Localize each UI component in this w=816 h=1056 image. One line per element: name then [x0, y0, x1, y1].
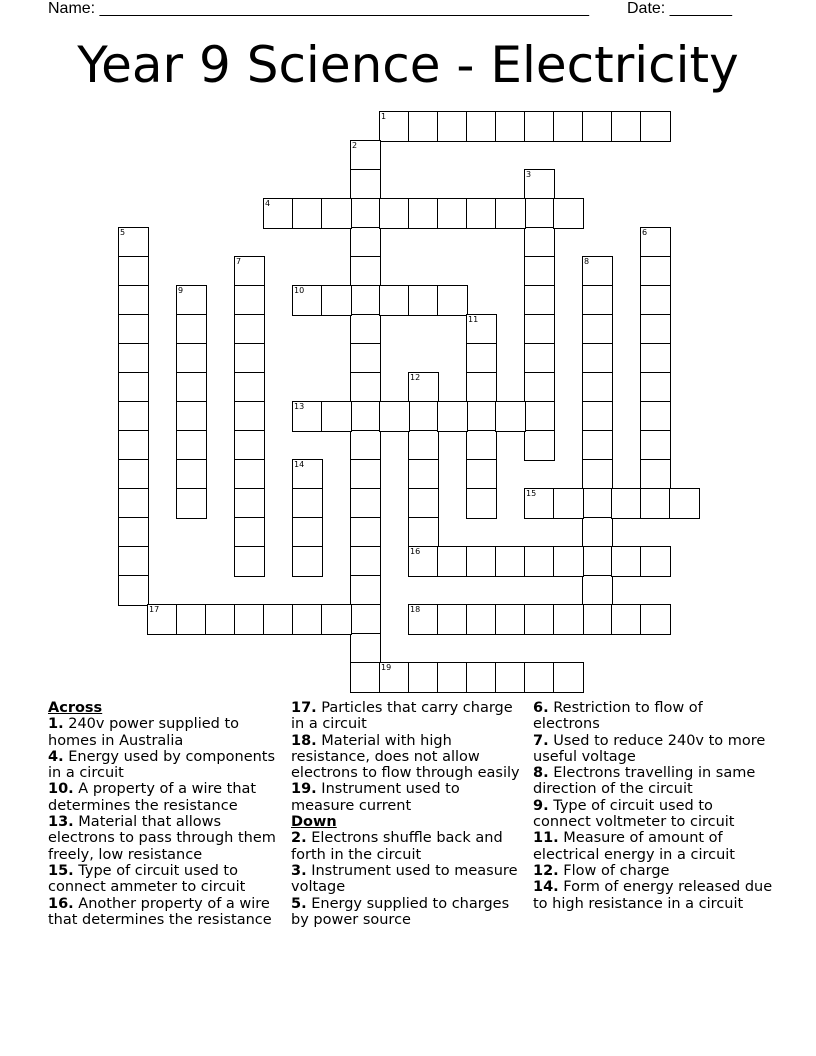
crossword-cell[interactable]: [640, 111, 671, 142]
crossword-cell[interactable]: [350, 575, 381, 606]
clue-text: Restriction to flow of electrons: [533, 700, 703, 733]
crossword-cell[interactable]: [234, 517, 265, 548]
clue-item: [533, 879, 773, 912]
clue-text: Electrons travelling in same direction of the circuit: [533, 765, 756, 798]
clue-number: 10.: [48, 781, 74, 798]
crossword-cell[interactable]: [350, 227, 381, 258]
crossword-cell[interactable]: [350, 662, 381, 693]
clue-text: Measure of amount of electrical energy in a circuit: [533, 830, 735, 863]
crossword-cell[interactable]: [466, 546, 497, 577]
crossword-cell[interactable]: [582, 430, 613, 461]
crossword-cell[interactable]: [292, 517, 323, 548]
clue-number-label: 7: [236, 257, 242, 266]
crossword-cell[interactable]: [611, 604, 642, 635]
clue-text: 240v power supplied to homes in Australia: [48, 716, 240, 749]
clue-number-label: 11: [468, 315, 479, 324]
crossword-cell[interactable]: [350, 169, 381, 200]
crossword-cell[interactable]: [466, 488, 497, 519]
crossword-cell[interactable]: [466, 111, 497, 142]
clue-number: 12.: [533, 862, 559, 879]
crossword-cell[interactable]: [553, 604, 584, 635]
crossword-cell[interactable]: [176, 343, 207, 374]
across-clue-list-continued: [291, 700, 525, 814]
crossword-cell[interactable]: [118, 575, 149, 606]
crossword-cell[interactable]: [524, 604, 555, 635]
down-heading: Down: [291, 814, 337, 831]
clue-item: [291, 896, 525, 929]
crossword-cell[interactable]: [495, 662, 526, 693]
crossword-cell[interactable]: [553, 111, 584, 142]
crossword-cell[interactable]: [582, 546, 613, 577]
clue-number-label: 6: [642, 228, 648, 237]
clue-item: [48, 896, 284, 929]
crossword-cell[interactable]: [234, 430, 265, 461]
clue-item: [291, 781, 525, 814]
clue-number: 7.: [533, 732, 549, 749]
crossword-cell[interactable]: [553, 488, 584, 519]
crossword-cell[interactable]: [118, 343, 149, 374]
clues-column-1: [48, 700, 284, 928]
crossword-cell[interactable]: [524, 285, 555, 316]
clue-number: 19.: [291, 781, 317, 798]
clue-number-label: 2: [352, 141, 358, 150]
crossword-cell[interactable]: [437, 546, 468, 577]
clue-number-label: 16: [410, 547, 421, 556]
crossword-cell[interactable]: [582, 575, 613, 606]
crossword-cell[interactable]: [234, 285, 265, 316]
clue-text: Instrument used to measure current: [291, 781, 460, 814]
clue-number: 11.: [533, 830, 559, 847]
crossword-cell[interactable]: [408, 401, 439, 432]
crossword-cell[interactable]: [582, 517, 613, 548]
clue-item: [48, 781, 284, 814]
clue-text: A property of a wire that determines the resistance: [48, 781, 257, 814]
crossword-cell[interactable]: [524, 343, 555, 374]
across-heading: Across: [48, 700, 103, 716]
clue-number-label: 15: [526, 489, 537, 498]
clue-number-label: 17: [149, 605, 160, 614]
crossword-cell[interactable]: [524, 227, 555, 258]
crossword-cell[interactable]: [379, 401, 410, 432]
clue-item: [533, 765, 773, 798]
crossword-cell[interactable]: [292, 604, 323, 635]
crossword-cell[interactable]: [176, 372, 207, 403]
crossword-cell[interactable]: [640, 285, 671, 316]
crossword-cell[interactable]: [640, 401, 671, 432]
clue-text: Energy used by components in a circuit: [48, 748, 276, 782]
name-field[interactable]: Name: _______________________________________________________: [48, 0, 589, 17]
crossword-cell[interactable]: [234, 459, 265, 490]
crossword-cell[interactable]: [118, 285, 149, 316]
clue-number-label: 12: [410, 373, 421, 382]
across-clue-list: [48, 716, 284, 928]
crossword-cell[interactable]: [234, 488, 265, 519]
crossword-cell[interactable]: [553, 546, 584, 577]
clue-number: 8.: [533, 765, 549, 782]
clue-text: Type of circuit used to connect ammeter to circuit: [48, 862, 246, 896]
clues-column-3: [533, 700, 773, 912]
crossword-cell[interactable]: [408, 459, 439, 490]
crossword-cell[interactable]: [408, 662, 439, 693]
clue-text: Flow of charge: [558, 862, 670, 879]
crossword-cell[interactable]: [118, 517, 149, 548]
crossword-cell[interactable]: [524, 546, 555, 577]
clue-number: 2.: [291, 830, 307, 847]
crossword-cell[interactable]: [350, 343, 381, 374]
crossword-cell[interactable]: [118, 314, 149, 345]
crossword-cell[interactable]: [495, 198, 526, 229]
crossword-cell[interactable]: [524, 372, 555, 403]
clue-text: Instrument used to measure voltage: [291, 862, 518, 896]
down-clue-list-continued: [533, 700, 773, 912]
crossword-cell[interactable]: [640, 546, 671, 577]
clue-number-label: 4: [265, 199, 271, 208]
clue-number-label: 8: [584, 257, 590, 266]
crossword-cell[interactable]: [350, 198, 381, 229]
crossword-cell[interactable]: [321, 401, 352, 432]
crossword-cell[interactable]: [466, 604, 497, 635]
crossword-cell[interactable]: [176, 604, 207, 635]
clue-number-label: 14: [294, 460, 305, 469]
crossword-cell[interactable]: [350, 633, 381, 664]
crossword-cell[interactable]: [408, 285, 439, 316]
crossword-cell[interactable]: [669, 488, 700, 519]
crossword-cell[interactable]: [350, 430, 381, 461]
crossword-cell[interactable]: [495, 546, 526, 577]
crossword-cell[interactable]: [350, 488, 381, 519]
page-title: Year 9 Science - Electricity: [77, 36, 739, 94]
crossword-cell[interactable]: [466, 459, 497, 490]
crossword-cell[interactable]: [495, 604, 526, 635]
clue-number-label: 3: [526, 170, 532, 179]
crossword-cell[interactable]: [292, 198, 323, 229]
clue-text: Another property of a wire that determines the resistance: [48, 895, 272, 928]
crossword-cell[interactable]: [582, 111, 613, 142]
clue-item: [48, 863, 284, 896]
crossword-cell[interactable]: [582, 343, 613, 374]
clue-item: [291, 830, 525, 863]
crossword-cell[interactable]: [350, 604, 381, 635]
crossword-cell[interactable]: [118, 488, 149, 519]
crossword-cell[interactable]: [234, 546, 265, 577]
clue-item: [533, 830, 773, 863]
crossword-cell[interactable]: [524, 314, 555, 345]
crossword-cell[interactable]: [437, 111, 468, 142]
clue-item: [291, 863, 525, 896]
clue-item: [533, 863, 773, 879]
crossword-cell[interactable]: [350, 372, 381, 403]
crossword-cell[interactable]: [321, 285, 352, 316]
clue-item: [48, 814, 284, 863]
clues-column-2: [291, 700, 525, 928]
crossword-cell[interactable]: [640, 488, 671, 519]
crossword-cell[interactable]: [524, 430, 555, 461]
crossword-cell[interactable]: [524, 401, 555, 432]
crossword-cell[interactable]: [176, 401, 207, 432]
crossword-cell[interactable]: [466, 430, 497, 461]
clue-number: 3.: [291, 862, 307, 879]
crossword-cell[interactable]: [611, 111, 642, 142]
clue-item: [48, 716, 284, 749]
crossword-cell[interactable]: [437, 662, 468, 693]
crossword-cell[interactable]: [582, 459, 613, 490]
crossword-cell[interactable]: [234, 604, 265, 635]
crossword-cell[interactable]: [118, 430, 149, 461]
date-field[interactable]: Date: _______: [627, 0, 732, 17]
crossword-cell[interactable]: [118, 256, 149, 287]
crossword-cell[interactable]: [437, 401, 468, 432]
crossword-cell[interactable]: [582, 285, 613, 316]
clue-number-label: 1: [381, 112, 387, 121]
clue-number: 17.: [291, 700, 317, 716]
crossword-cell[interactable]: [350, 314, 381, 345]
clue-text: Form of energy released due to high resistance in a circuit: [533, 879, 773, 912]
crossword-cell[interactable]: [321, 198, 352, 229]
crossword-cell[interactable]: [234, 343, 265, 374]
clue-number: 6.: [533, 700, 549, 716]
crossword-cell[interactable]: [350, 517, 381, 548]
crossword-cell[interactable]: [292, 488, 323, 519]
crossword-cell[interactable]: [553, 198, 584, 229]
crossword-cell[interactable]: [350, 285, 381, 316]
clue-number: 4.: [48, 748, 64, 765]
clue-number-label: 18: [410, 605, 421, 614]
crossword-cell[interactable]: [611, 546, 642, 577]
crossword-cell[interactable]: [524, 198, 555, 229]
crossword-cell[interactable]: [379, 198, 410, 229]
crossword-cell[interactable]: [408, 198, 439, 229]
clue-text: Particles that carry charge in a circuit: [291, 700, 513, 733]
clue-item: [533, 733, 773, 766]
crossword-cell[interactable]: [379, 285, 410, 316]
crossword-cell[interactable]: [292, 546, 323, 577]
crossword-cell[interactable]: [118, 546, 149, 577]
crossword-cell[interactable]: [350, 256, 381, 287]
crossword-cell[interactable]: [640, 604, 671, 635]
clue-item: [48, 749, 284, 782]
clue-number-label: 10: [294, 286, 305, 295]
clue-number-label: 5: [120, 228, 126, 237]
clue-number: 1.: [48, 716, 64, 733]
crossword-cell[interactable]: [640, 256, 671, 287]
crossword-cell[interactable]: [176, 459, 207, 490]
crossword-cell[interactable]: [582, 372, 613, 403]
clue-item: [533, 798, 773, 831]
down-clue-list: [291, 830, 525, 928]
crossword-cell[interactable]: [263, 604, 294, 635]
crossword-cell[interactable]: [466, 662, 497, 693]
crossword-cell[interactable]: [466, 372, 497, 403]
crossword-cell[interactable]: [118, 372, 149, 403]
crossword-cell[interactable]: [524, 662, 555, 693]
crossword-cell[interactable]: [176, 430, 207, 461]
clue-text: Used to reduce 240v to more useful voltage: [533, 732, 766, 765]
crossword-cell[interactable]: [350, 401, 381, 432]
crossword-cell[interactable]: [582, 401, 613, 432]
crossword-cell[interactable]: [118, 401, 149, 432]
clue-text: Material that allows electrons to pass through them freely, low resistance: [48, 814, 276, 863]
crossword-cell[interactable]: [437, 285, 468, 316]
crossword-cell[interactable]: [640, 430, 671, 461]
clue-number-label: 9: [178, 286, 184, 295]
crossword-cell[interactable]: [466, 198, 497, 229]
clue-number: 13.: [48, 814, 74, 831]
crossword-cell[interactable]: [408, 488, 439, 519]
crossword-cell[interactable]: [350, 546, 381, 577]
crossword-cell[interactable]: [466, 343, 497, 374]
crossword-cell[interactable]: [611, 488, 642, 519]
clue-number: 5.: [291, 895, 307, 912]
clue-text: Electrons shuffle back and forth in the circuit: [291, 830, 503, 863]
clue-item: [533, 700, 773, 733]
clue-number: 14.: [533, 879, 559, 896]
crossword-cell[interactable]: [176, 314, 207, 345]
crossword-cell[interactable]: [524, 256, 555, 287]
clue-item: [291, 733, 525, 782]
clue-text: Material with high resistance, does not allow electrons to flow through easily: [291, 732, 520, 782]
crossword-cell[interactable]: [466, 401, 497, 432]
crossword-cell[interactable]: [234, 401, 265, 432]
crossword-cell[interactable]: [582, 604, 613, 635]
clue-text: Energy supplied to charges by power source: [291, 895, 510, 928]
crossword-cell[interactable]: [640, 372, 671, 403]
crossword-cell[interactable]: [582, 314, 613, 345]
crossword-cell[interactable]: [321, 604, 352, 635]
crossword-cell[interactable]: [234, 314, 265, 345]
crossword-cell[interactable]: [495, 401, 526, 432]
crossword-cell[interactable]: [350, 459, 381, 490]
crossword-cell[interactable]: [408, 430, 439, 461]
crossword-cell[interactable]: [118, 459, 149, 490]
crossword-cell[interactable]: [640, 459, 671, 490]
crossword-cell[interactable]: [176, 488, 207, 519]
crossword-cell[interactable]: [640, 314, 671, 345]
clue-text: Type of circuit used to connect voltmeter to circuit: [533, 797, 735, 831]
crossword-cell[interactable]: [524, 111, 555, 142]
crossword-cell[interactable]: [205, 604, 236, 635]
crossword-cell[interactable]: [437, 604, 468, 635]
crossword-cell[interactable]: [408, 111, 439, 142]
clue-number: 9.: [533, 797, 549, 814]
crossword-cell[interactable]: [553, 662, 584, 693]
crossword-cell[interactable]: [640, 343, 671, 374]
clue-number-label: 13: [294, 402, 305, 411]
clue-item: [291, 700, 525, 733]
clue-number: 18.: [291, 732, 317, 749]
crossword-cell[interactable]: [234, 372, 265, 403]
crossword-cell[interactable]: [408, 517, 439, 548]
clue-number: 16.: [48, 895, 74, 912]
crossword-cell[interactable]: [495, 111, 526, 142]
crossword-cell[interactable]: [437, 198, 468, 229]
clue-number: 15.: [48, 862, 74, 879]
clue-number-label: 19: [381, 663, 392, 672]
crossword-cell[interactable]: [582, 488, 613, 519]
